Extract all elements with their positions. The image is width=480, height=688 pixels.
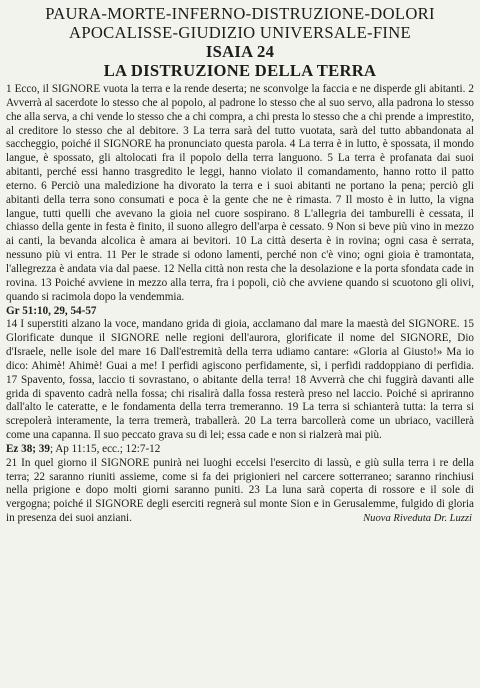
passage-verses-21-23: 21 In quel giorno il SIGNORE punirà nei luoghi eccelsi l'esercito di lassù, e giù sulla terra i re della terra; 22 saranno riuniti assieme, come si fa dei prigionieri nel carcere sotterraneo; saranno rinchiusi nella prigione e dopo molti giorni saranno puniti. 23 La luna sarà coperta di rossore e il sole di vergogna; poiché il SIGNORE degli eserciti regnerà sul monte Sion e in Gerusalemme, fulgido di gloria in presenza dei suoi anziani.	[6, 456, 474, 525]
cross-reference-2-rest: ; Ap 11:15, ecc.; 12:7-12	[49, 442, 161, 455]
chapter-subtitle: LA DISTRUZIONE DELLA TERRA	[103, 61, 377, 80]
book-chapter-title: ISAIA 24	[205, 42, 275, 61]
cross-reference-2	[6, 443, 474, 457]
cross-reference-1: Gr 51:10, 29, 54-57	[6, 304, 97, 317]
cross-reference-2-bold: Ez 38; 39	[6, 442, 50, 455]
scripture-text	[6, 83, 474, 526]
passage-verses-1-13: 1 Ecco, il SIGNORE vuota la terra e la rende deserta; ne sconvolge la faccia e ne disperde gli abitanti. 2 Avverrà al sacerdote lo stesso che al popolo, al padrone lo stesso che al suo servo, alla padrona lo stesso che alla serva, a chi vende lo stesso che a chi compra, a chi presta lo stesso che a chi prende a imprestito, al creditore lo stesso che al debitore. 3 La terra sarà del tutto vuotata, sarà del tutto abbandonata al saccheggio, poiché il SIGNORE ha pronunciato questa parola. 4 La terra è in lutto, è spossata, il mondo langue, è spossato, gli altolocati fra il popolo della terra languono. 5 La terra è profanata dai suoi abitanti, perché essi hanno trasgredito le leggi, hanno violato il comandamento, hanno rotto il patto eterno. 6 Perciò una maledizione ha divorato la terra e i suoi abitanti ne portano la pena; perciò gli abitanti della terra sono consumati e poca è la gente che ne è rimasta. 7 Il mosto è in lutto, la vigna langue, tutti quelli che avevano la gioia nel cuore sospirano. 8 L'allegria dei tamburelli è cessata, il chiasso della gente in festa è finito, il suono allegro dell'arpa è cessato. 9 Non si beve più vino in mezzo ai canti, la bevanda alcolica è amara ai bevitori. 10 La città deserta è in rovina; ogni casa è serrata, nessuno più vi entra. 11 Per le strade si odono lamenti, perché non c'è vino; ogni gioia è tramontata, l'allegrezza è andata via dal paese. 12 Nella città non resta che la desolazione e la porta sfondata cade in rovina. 13 Poiché avviene in mezzo alla terra, fra i popoli, ciò che avviene quando si scuotono gli olivi, quando si racimola dopo la vendemmia.	[6, 83, 474, 303]
translation-signature: Nuova Riveduta Dr. Luzzi	[363, 513, 472, 525]
topic-line-1: PAURA-MORTE-INFERNO-DISTRUZIONE-DOLORI	[45, 4, 435, 23]
closing-block	[6, 457, 474, 526]
topic-line-2: APOCALISSE-GIUDIZIO UNIVERSALE-FINE	[69, 23, 411, 42]
passage-verses-14-20: 14 I superstiti alzano la voce, mandano grida di gioia, acclamano dal mare la maestà del SIGNORE. 15 Glorificate dunque il SIGNORE nelle regioni dell'aurora, glorificate il nome del SIGNORE, Dio d'Israele, nelle isole del mare 16 Dall'estremità della terra udiamo cantare: «Gloria al Giusto!» Ma io dico: Ahimè! Ahimè! Guai a me! I perfidi agiscono perfidamente, sì, i perfidi raddoppiano di perfidia. 17 Spavento, fossa, laccio ti sovrastano, o abitante della terra! 18 Avverrà che chi fuggirà davanti alle grida di spavento cadrà nella fossa; chi risalirà dalla fossa resterà preso nel laccio. Poiché si apriranno dall'alto le cateratte, e le fondamenta della terra tremeranno. 19 La terra si schianterà tutta: la terra si screpolerà interamente, la terra tremerà, traballerà. 20 La terra barcollerà come un ubriaco, vacillerà come una capanna. Il suo peccato grava su di lei; essa cade e non si rialzerà mai più.	[6, 318, 474, 442]
topic-header	[6, 4, 474, 42]
